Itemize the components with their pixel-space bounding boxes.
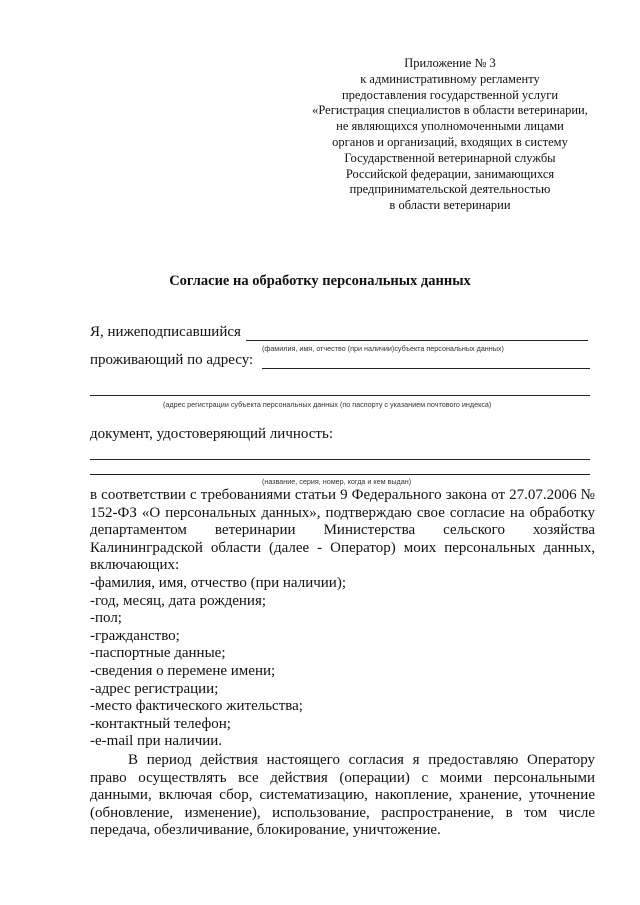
list-item: -адрес регистрации; bbox=[90, 680, 219, 697]
annex-header bbox=[300, 56, 600, 214]
address-hint: (адрес регистрации субъекта персональных данных (по паспорту с указанием почтового индекса) bbox=[163, 400, 492, 409]
list-item: -год, месяц, дата рождения; bbox=[90, 592, 267, 609]
annex-line: Приложение № 3 bbox=[404, 56, 496, 70]
annex-line: предоставления государственной услуги bbox=[341, 87, 559, 102]
signer-hint: (фамилия, имя, отчество (при наличии)субъекта персональных данных) bbox=[262, 344, 504, 353]
annex-line: в области ветеринарии bbox=[389, 198, 511, 213]
personal-data-list bbox=[90, 575, 595, 751]
consent-body bbox=[90, 487, 595, 840]
document-field-line2[interactable] bbox=[90, 462, 590, 475]
document-hint: (название, серия, номер, когда и кем выдан) bbox=[262, 477, 412, 486]
document-field-line1[interactable] bbox=[90, 445, 590, 460]
annex-line: предпринимательской деятельностью bbox=[349, 182, 551, 197]
annex-line: «Регистрация специалистов в области ветеринарии, bbox=[312, 103, 588, 118]
consent-intro: в соответствии с требованиями статьи 9 Федерального закона от 27.07.2006 № 152-ФЗ «О персональных данных», подтверждаю свое согласие на обработку департаментом ветеринарии Министерства сельского хозяйства Калининградской области (далее - Оператор) моих персональных данных, включающих: bbox=[90, 487, 595, 574]
list-item: -паспортные данные; bbox=[90, 645, 226, 662]
annex-line: к административному регламенту bbox=[360, 71, 540, 86]
list-item: -e-mail при наличии. bbox=[90, 733, 223, 750]
annex-line: Государственной ветеринарной службы bbox=[344, 150, 556, 165]
document-label: документ, удостоверяющий личность: bbox=[90, 426, 333, 442]
list-item: -фамилия, имя, отчество (при наличии); bbox=[90, 574, 346, 591]
annex-line: Российской федерации, занимающихся bbox=[345, 166, 555, 181]
annex-line: не являющихся уполномоченными лицами bbox=[336, 119, 564, 134]
annex-line: органов и организаций, входящих в систему bbox=[332, 134, 568, 149]
list-item: -место фактического жительства; bbox=[90, 698, 303, 715]
signer-name-field[interactable] bbox=[246, 326, 588, 341]
list-item: -контактный телефон; bbox=[90, 715, 231, 732]
signer-label: Я, нижеподписавшийся bbox=[90, 324, 241, 340]
list-item: -сведения о перемене имени; bbox=[90, 662, 276, 679]
list-item: -гражданство; bbox=[90, 627, 180, 644]
address-label: проживающий по адресу: bbox=[90, 352, 254, 368]
document-title: Согласие на обработку персональных данных bbox=[169, 273, 471, 289]
address-field-line2[interactable] bbox=[90, 381, 590, 396]
list-item: -пол; bbox=[90, 610, 122, 627]
address-field-line1[interactable] bbox=[262, 354, 590, 369]
consent-closing: В период действия настоящего согласия я предоставляю Оператору право осуществлять все действия (операции) с моими персональными данными, включая сбор, систематизацию, накопление, хранение, уточнение (обновление, изменение), использование, распространение, в том числе передача, обезличивание, блокирование, уничтожение. bbox=[90, 751, 595, 839]
